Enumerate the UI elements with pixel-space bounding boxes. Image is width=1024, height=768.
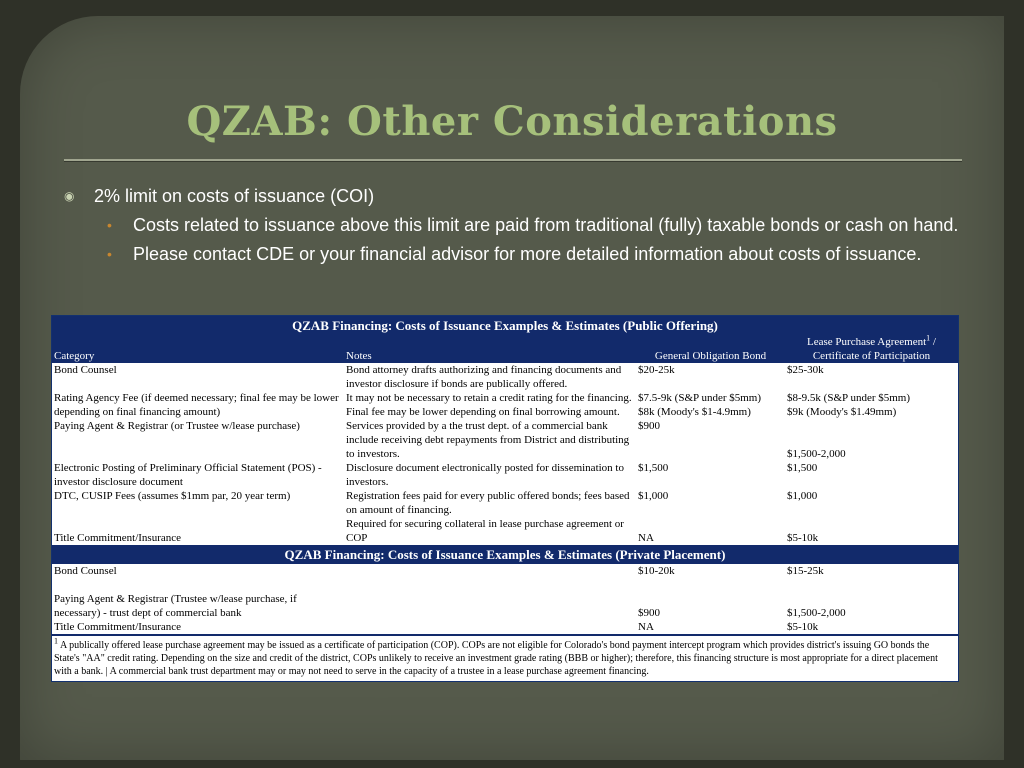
cell-go-bond: $900 <box>638 607 660 619</box>
cell-lease: $15-25k <box>787 565 824 577</box>
cell-notes <box>344 620 636 635</box>
header-notes: Notes <box>344 335 636 363</box>
table-header-row <box>52 335 958 363</box>
cell-notes <box>344 592 636 620</box>
table-footnote: $^1$ A publically offered lease purchase agreement may be issued as a certificate of participation (COP). COPs are not eligible for Colorado's bond payment intercept program which provides district's issuing GO bonds the State's "AA" credit rating. Depending on the size and credit of the district, COPs unlikely to receive an investment grade rating (BBB or higher); therefore, this financing structure is most appropriate for a direct placement with a bank. | A commercial bank trust department may or may not need to serve in the capacity of a trustee in a lease purchase agreement financing. <box>52 635 958 681</box>
cell-go-bond: NA <box>638 532 654 544</box>
table-caption-private: QZAB Financing: Costs of Issuance Examples & Estimates (Private Placement) <box>52 545 958 564</box>
table-row <box>52 564 958 592</box>
bullet-level1 <box>62 184 962 208</box>
cell-notes: Registration fees paid for every public offered bonds; fees based on amount of financing. <box>346 490 630 516</box>
cell-category: Paying Agent & Registrar (Trustee w/lease purchase, if necessary) - trust dept of commercial bank <box>54 593 297 619</box>
slide-title: QZAB: Other Considerations <box>186 98 838 145</box>
cell-category: Paying Agent & Registrar (or Trustee w/lease purchase) <box>54 420 300 432</box>
cell-go-bond: NA <box>638 621 654 633</box>
cell-category: Bond Counsel <box>54 364 117 376</box>
cell-notes: Bond attorney drafts authorizing and financing documents and investor disclosure if bonds are publically offered. <box>346 364 622 390</box>
bullet-level2 <box>62 243 962 266</box>
dot-bullet-icon: • <box>107 246 112 262</box>
cell-category: Bond Counsel <box>54 565 117 577</box>
cell-go-bond: $1,000 <box>638 490 669 502</box>
table-row <box>52 517 958 545</box>
cell-notes: Services provided by a the trust dept. of a commercial bank include receiving debt repayments from District and distributing to investors. <box>346 420 630 460</box>
header-go-bond: General Obligation Bond <box>636 335 785 363</box>
cell-go-bond: $7.5-9k (S&P under $5mm) $8k (Moody's $1-4.9mm) <box>638 392 762 418</box>
table-row <box>52 391 958 419</box>
cell-go-bond: $1,500 <box>638 462 669 474</box>
cell-category: Rating Agency Fee (if deemed necessary; final fee may be lower depending on final financing amount) <box>54 392 339 418</box>
bullet-text: 2% limit on costs of issuance (COI) <box>94 186 375 206</box>
table-row <box>52 363 958 391</box>
table-row <box>52 461 958 489</box>
cell-lease: $8-9.5k (S&P under $5mm) $9k (Moody's $1.49mm) <box>787 392 911 418</box>
bullet-level2 <box>62 214 962 237</box>
table-row <box>52 489 958 517</box>
table-row <box>52 419 958 461</box>
costs-table <box>51 315 959 682</box>
header-category: Category <box>52 335 344 363</box>
table-caption-public: QZAB Financing: Costs of Issuance Examples & Estimates (Public Offering) <box>52 316 958 335</box>
cell-notes: Required for securing collateral in lease purchase agreement or COP <box>346 518 624 544</box>
title-divider <box>64 159 962 161</box>
bullet-list <box>62 184 962 266</box>
cell-notes <box>344 564 636 592</box>
cell-lease: $5-10k <box>787 621 819 633</box>
dot-bullet-icon: • <box>107 217 112 233</box>
cell-notes: Disclosure document electronically posted for dissemination to investors. <box>346 462 624 488</box>
cell-lease: $1,500-2,000 <box>787 607 846 619</box>
bullet-text: Costs related to issuance above this limit are paid from traditional (fully) taxable bonds or cash on hand. <box>133 215 959 235</box>
cell-lease: $1,000 <box>787 490 818 502</box>
circle-bullet-icon: ◉ <box>64 189 75 203</box>
cell-lease: $1,500-2,000 <box>787 448 846 460</box>
header-lease: Lease Purchase Agreement$^1$ / Certificate of Participation <box>785 335 958 363</box>
cell-lease: $25-30k <box>787 364 824 376</box>
cell-go-bond: $20-25k <box>638 364 675 376</box>
cell-category: Electronic Posting of Preliminary Official Statement (POS) - investor disclosure document <box>54 462 322 488</box>
cell-go-bond: $10-20k <box>638 565 675 577</box>
cell-category: Title Commitment/Insurance <box>54 621 181 633</box>
table-row <box>52 620 958 635</box>
cell-lease: $1,500 <box>787 462 818 474</box>
bullet-text: Please contact CDE or your financial advisor for more detailed information about costs of issuance. <box>133 244 922 264</box>
cell-go-bond: $900 <box>638 420 660 432</box>
cell-lease: $5-10k <box>787 532 819 544</box>
cell-category: Title Commitment/Insurance <box>54 532 181 544</box>
cell-notes: It may not be necessary to retain a credit rating for the financing. Final fee may be lower depending on final borrowing amount. <box>346 392 632 418</box>
table-row <box>52 592 958 620</box>
cell-category: DTC, CUSIP Fees (assumes $1mm par, 20 year term) <box>54 490 291 502</box>
